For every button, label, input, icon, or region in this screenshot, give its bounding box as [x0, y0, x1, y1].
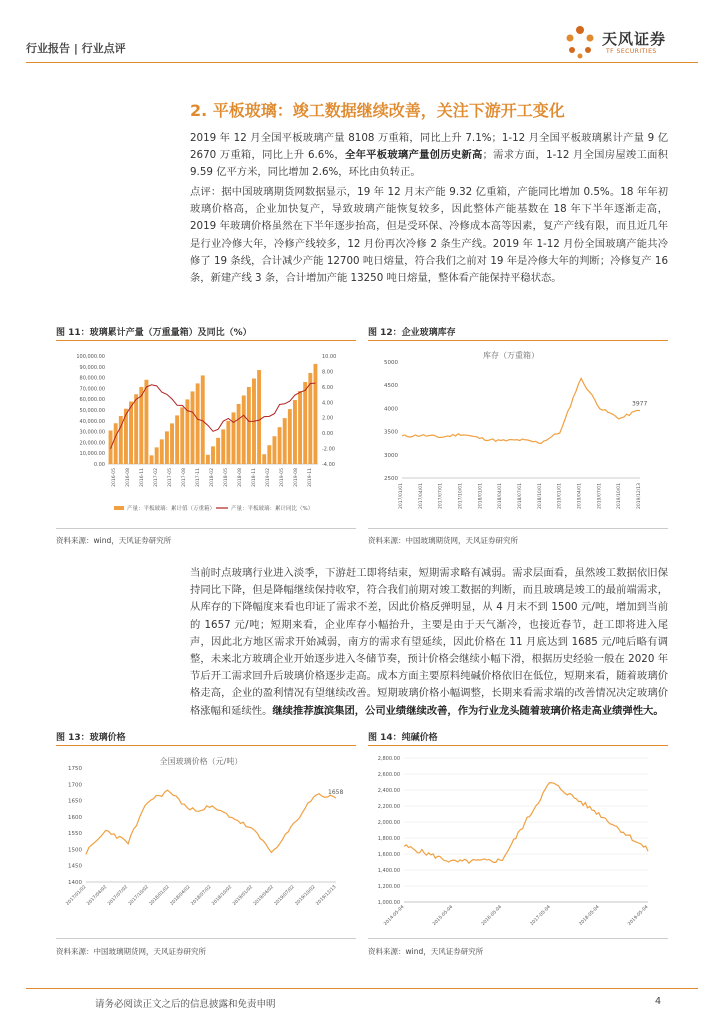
section-title: 2. 平板玻璃：竣工数据继续改善，关注下游开工变化: [190, 101, 565, 120]
fig12-ytick: 3500: [384, 429, 398, 436]
fig14-source: 资料来源：wind，天风证券研究所: [368, 947, 484, 956]
fig11-ytick-right: 10.00: [322, 354, 337, 360]
fig11-ytick-left: 60,000.00: [79, 397, 105, 404]
fig13-xtick: 2017/10/02: [128, 884, 150, 907]
fig11-bar: [129, 402, 133, 464]
fig11-xtick: 2016-08: [126, 468, 131, 487]
fig13-xtick: 2019/10/02: [294, 884, 317, 907]
fig11-ytick-right: -4.00: [322, 462, 335, 468]
fig11-bar: [216, 438, 220, 464]
fig13-ytick: 1400: [68, 880, 82, 886]
fig11-xtick: 2017-08: [182, 468, 187, 487]
logo-icon: [560, 22, 600, 62]
fig13-bottom-divider: [56, 938, 356, 939]
fig12-xtick: 2019/01/01: [557, 483, 563, 509]
fig11-label: 图 11：玻璃累计产量（万重量箱）及同比（%）: [56, 328, 252, 338]
fig11-bottom-divider: [56, 528, 356, 529]
fig11-ytick-left: 90,000.00: [79, 364, 105, 371]
logo-text: 天风证券: [602, 30, 667, 48]
fig12-xtick: 2017/04/01: [418, 483, 424, 509]
fig13-xtick: 2018/04/02: [169, 884, 192, 907]
fig11-bar: [221, 429, 225, 464]
fig12-xtick: 2018/01/01: [478, 483, 484, 509]
fig13-label: 图 13：玻璃价格: [56, 733, 126, 743]
paragraph-production: [190, 130, 668, 182]
fig11-bar: [144, 380, 148, 464]
fig12-xtick: 2018/04/01: [498, 483, 504, 509]
fig11-bar: [160, 439, 164, 464]
fig11-bar: [267, 445, 271, 464]
fig13-annotation: 1658: [328, 788, 344, 796]
fig13-ytick: 1600: [68, 814, 82, 821]
fig11-bar: [232, 412, 236, 464]
fig12-xtick: 2017/07/01: [438, 483, 444, 509]
fig11-ytick-left: 100,000.00: [76, 354, 105, 360]
footer-disclaimer: 请务必阅读正文之后的信息披露和免责申明: [95, 999, 276, 1010]
fig12-source: 资料来源：中国玻璃期货网，天风证券研究所: [368, 536, 518, 545]
fig13-xtick: 2017/07/02: [107, 884, 130, 907]
fig11-bar: [134, 394, 138, 464]
fig12-bottom-divider: [368, 528, 668, 529]
fig11-ytick-left: 50,000.00: [79, 408, 105, 414]
para2-text: 当前时点玻璃行业进入淡季，下游赶工即将结束，短期需求略有减弱。需求层面看，虽然竣工数据依旧保持同比下降，但是降幅继续保持收窄，符合我们前期对竣工数据的判断，而且玻璃是竣工的最前端需求，从库存的下降幅度来看也印证了需求不差，因此价格反弹明显，从 4 月末不到 1500 元/吨，增加到当前的 1657 元/吨；短期来看，企业库存小幅抬升，主要是由于天气渐冷，也接近春节，赶工即将进入尾声，因此北方地区需求开始减弱，南方的需求有望延续，因此价格在 11 月底达到 1685 元/吨后略有调整，未来北方玻璃企业开始逐步进入冬储节奏，预计价格会继续小幅下滑，根据历史经验一般在 2020 年节后开工需求回升后玻璃价格逐步走高。成本方面主要原料纯碱价格依旧在低位，短期来看，随着玻璃价格走高，企业的盈利情况有望继续改善。短期玻璃价格小幅调整，长期来看需求端的改善情况决定玻璃价格涨幅和延续性。: [190, 567, 668, 717]
fig14-xtick: 2016-05-04: [480, 904, 504, 927]
fig11-bar: [155, 447, 159, 464]
fig12-xtick: 2018/10/01: [537, 483, 543, 509]
fig14-label: 图 14：纯碱价格: [368, 733, 438, 743]
fig11-bar: [257, 370, 261, 464]
fig11-bar: [114, 423, 118, 464]
fig11-xtick: 2018-02: [210, 468, 215, 487]
fig13-ytick: 1450: [68, 863, 82, 870]
fig13-title: 全国玻璃价格（元/吨）: [159, 757, 243, 766]
fig12-ytick: 2500: [384, 476, 398, 482]
para1-text-end: ；需求方面，1-12 月全国房屋竣工面积 9.59 亿平方米，同比增加 2.6%，环比由负转正。: [190, 149, 668, 179]
fig11-ytick-right: 2.00: [322, 415, 334, 422]
fig12-xtick: 2019/07/01: [597, 483, 603, 509]
fig12-ytick: 4500: [384, 383, 398, 390]
fig11-bar: [196, 383, 200, 464]
fig12-xtick: 2017/01/01: [399, 483, 404, 509]
fig14-xtick: 2015-05-04: [432, 904, 455, 927]
fig11-bar: [273, 436, 277, 464]
fig11-bar: [191, 391, 195, 464]
fig14-chart: [368, 752, 668, 932]
fig14-xtick: 2014-05-04: [383, 904, 406, 927]
fig11-xtick: 2019-08: [294, 468, 299, 487]
fig11-bar: [242, 395, 246, 464]
fig13-chart: [56, 752, 356, 932]
fig13-xtick: 2018/07/02: [190, 884, 213, 907]
fig14-ytick: 1,000.00: [377, 900, 400, 906]
fig11-bar: [313, 364, 317, 464]
fig12-label: 图 12：企业玻璃库存: [368, 328, 456, 338]
fig12-annotation: 3977: [632, 400, 648, 408]
footer-divider: [26, 988, 698, 989]
report-category: 行业报告 | 行业点评: [26, 42, 126, 55]
fig11-ytick-left: 30,000.00: [79, 429, 105, 436]
header-divider: [26, 62, 698, 63]
fig11-legend-bar-swatch: [114, 506, 124, 510]
fig11-xtick: 2018-11: [252, 468, 257, 487]
fig11-xtick: 2018-05: [224, 468, 229, 487]
fig13-xtick: 2018/01/02: [148, 884, 171, 907]
fig11-xtick: 2017-11: [196, 468, 201, 487]
fig12-xtick: 2019/10/01: [617, 483, 623, 509]
fig11-bar: [211, 446, 215, 464]
fig11-xtick: 2019-05: [280, 468, 285, 487]
fig14-ytick: 1,200.00: [377, 884, 400, 890]
fig13-ytick: 1700: [68, 782, 82, 789]
fig11-bar: [237, 404, 241, 464]
fig14-ytick: 2,800.00: [377, 756, 400, 762]
fig11-bar: [288, 409, 292, 464]
page-number: 4: [655, 996, 662, 1007]
fig13-ytick: 1750: [68, 766, 82, 772]
fig11-xtick: 2019-02: [266, 468, 271, 487]
fig12-ytick: 4000: [384, 406, 398, 413]
fig12-ytick: 3000: [384, 452, 398, 459]
fig11-bar: [180, 407, 184, 464]
fig13-xtick: 2019/07/02: [273, 884, 296, 907]
fig11-xtick: 2016-11: [140, 468, 145, 487]
fig14-xtick: 2017-05-04: [529, 904, 552, 927]
fig11-bar: [170, 423, 174, 464]
fig11-bar: [175, 415, 179, 464]
fig13-xtick: 2019/04/02: [253, 884, 275, 907]
fig11-xtick: 2017-05: [168, 468, 173, 487]
fig13-ytick: 1650: [68, 798, 82, 805]
fig14-xtick: 2018-05-04: [578, 904, 601, 927]
fig12-ytick: 5000: [384, 360, 398, 366]
fig11-ytick-right: 8.00: [322, 369, 334, 376]
fig11-ytick-left: 0.00: [93, 462, 105, 468]
fig11-bar: [283, 418, 287, 464]
fig11-ytick-left: 70,000.00: [79, 386, 105, 393]
para1-highlight: 全年平板玻璃产量创历史新高: [345, 149, 483, 162]
fig11-source: 资料来源：wind，天风证券研究所: [56, 536, 172, 545]
fig12-xtick: 2019/04/01: [577, 483, 583, 509]
para1-text: 2019 年 12 月全国平板玻璃产量 8108 万重箱，同比上升 7.1%；1-12 月全国平板玻璃累计产量 9 亿 2670 万重箱，同比上升 6.6%，: [190, 132, 668, 162]
fig11-ytick-left: 80,000.00: [79, 375, 105, 382]
fig12-chart: [368, 346, 668, 524]
fig11-ytick-right: 0.00: [322, 431, 334, 438]
fig11-bar: [262, 454, 266, 464]
fig11-bar: [150, 455, 154, 464]
fig11-ytick-right: -2.00: [322, 446, 335, 453]
fig14-bottom-divider: [368, 938, 668, 939]
fig11-legend-bar: 产量：平板玻璃：累计值（万重箱）: [127, 506, 216, 512]
fig13-source: 资料来源：中国玻璃期货网，天风证券研究所: [56, 947, 206, 956]
paragraph-market: [190, 565, 668, 720]
logo-subtext: TF SECURITIES: [606, 48, 657, 55]
fig11-legend-line: 产量：平板玻璃：累计同比（%）: [231, 506, 314, 512]
fig14-divider: [368, 745, 668, 746]
fig14-ytick: 1,800.00: [377, 836, 400, 842]
fig11-bar: [139, 387, 143, 464]
fig13-xtick: 2017/04/02: [86, 884, 109, 907]
fig14-ytick: 1,600.00: [377, 852, 400, 858]
fig14-ytick: 2,000.00: [377, 820, 400, 826]
fig14-xtick: 2019-05-04: [627, 904, 650, 927]
fig11-bar: [109, 431, 113, 464]
fig11-bar: [308, 373, 312, 464]
fig11-bar: [206, 455, 210, 464]
fig12-title: 库存（万重箱）: [483, 351, 539, 360]
fig13-xtick: 2018/10/02: [211, 884, 234, 907]
fig14-line: [404, 783, 648, 864]
fig13-ytick: 1500: [68, 847, 82, 854]
fig13-divider: [56, 745, 356, 746]
paragraph-commentary: 点评：据中国玻璃期货网数据显示，19 年 12 月末产能 9.32 亿重箱，产能同比增加 0.5%。18 年年初玻璃价格高，企业加快复产，导致玻璃产能恢复较多，因此整体产能基数在 18 年下半年逐渐走高，2019 年玻璃价格虽然在下半年逐步抬高，但是受环保、冷修成本高等因素，复产产线有限，而且近几年是行业冷修大年，冷修产线较多，12 月份再次冷修 2 条生产线。2019 年 1-12 月份全国玻璃产能共冷修了 19 条线，合计减少产能 12700 吨日熔量，符合我们之前对 19 年是冷修大年的判断；冷修复产 16 条，新建产线 3 条，合计增加产能 13250 吨日熔量，整体看产能保持平稳状态。: [190, 186, 668, 285]
fig11-bar: [226, 421, 230, 464]
fig14-ytick: 2,400.00: [377, 788, 400, 794]
fig12-xtick: 2017/10/01: [458, 483, 464, 509]
fig13-xtick: 2017/01/02: [65, 884, 88, 907]
fig12-divider: [368, 340, 668, 341]
para2-highlight: 继续推荐旗滨集团，公司业绩继续改善，作为行业龙头随着玻璃价格走高业绩弹性大。: [272, 704, 664, 717]
fig12-xtick: 2018/07/01: [518, 483, 523, 509]
fig11-bar: [303, 382, 307, 464]
fig14-ytick: 2,600.00: [377, 772, 400, 778]
fig11-bar: [201, 375, 205, 464]
fig11-ytick-right: 6.00: [322, 384, 334, 391]
fig11-bar: [278, 427, 282, 464]
fig13-ytick: 1550: [68, 831, 82, 838]
fig11-divider: [56, 340, 356, 341]
fig13-line: [86, 790, 336, 854]
fig11-ytick-left: 20,000.00: [79, 440, 105, 447]
fig11-bar: [298, 391, 302, 464]
fig11-bar: [293, 400, 297, 464]
fig11-xtick: 2018-08: [238, 468, 243, 487]
fig11-xtick: 2017-02: [154, 468, 159, 487]
fig12-xtick: 2019/12/13: [637, 483, 642, 509]
fig11-chart: [56, 346, 356, 524]
fig11-ytick-left: 40,000.00: [79, 418, 105, 425]
fig14-ytick: 1,400.00: [377, 868, 400, 874]
fig12-line: [402, 378, 640, 443]
fig14-ytick: 2,200.00: [377, 804, 400, 810]
fig13-xtick: 2019/12/13: [315, 884, 338, 907]
fig11-xtick: 2016-05: [112, 468, 117, 487]
fig11-bar: [165, 431, 169, 464]
fig11-ytick-left: 10,000.00: [79, 451, 105, 458]
fig11-ytick-right: 4.00: [322, 400, 334, 407]
fig11-xtick: 2019-11: [308, 468, 313, 487]
fig11-bar: [247, 387, 251, 464]
fig13-xtick: 2019/01/02: [232, 884, 255, 907]
